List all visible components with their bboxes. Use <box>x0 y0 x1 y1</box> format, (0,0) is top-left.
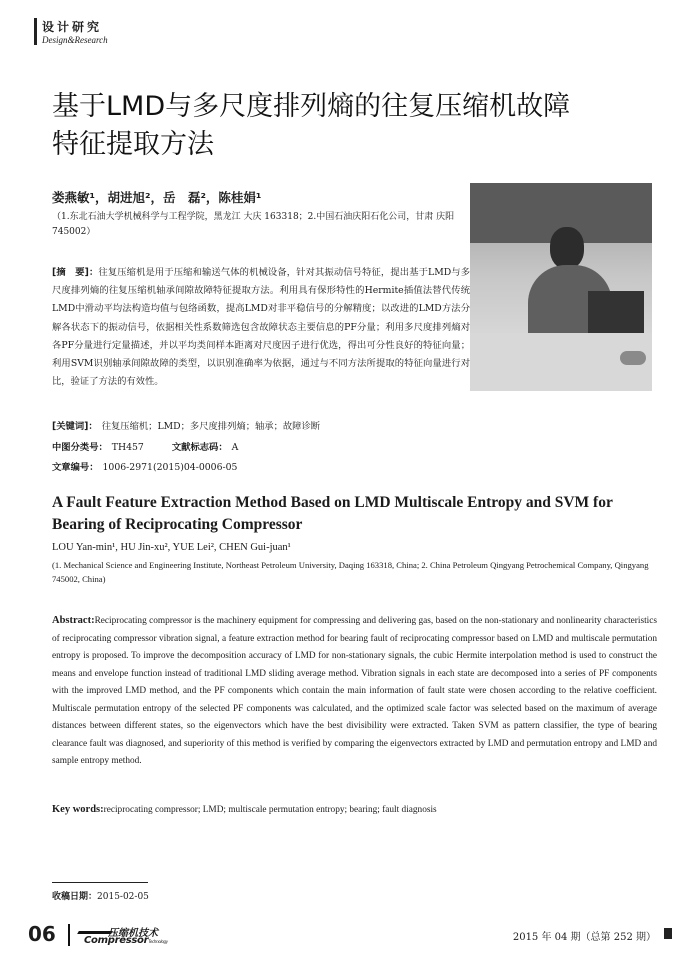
corner-mark-icon <box>664 928 672 939</box>
section-tag-cn: 设计研究 <box>42 20 103 34</box>
received-label: 收稿日期： <box>52 892 98 902</box>
affiliation-en: (1. Mechanical Science and Engineering Institute, Northeast Petroleum University, Daqing 163318, China; 2. China Petroleum Qingyang Petrochemical Company, Qingyang 745002, China) <box>52 560 649 584</box>
page-number: 06 <box>28 922 56 946</box>
author-photo <box>470 183 652 391</box>
abstract-cn <box>52 264 470 391</box>
issue-info: 2015 年 04 期（总第 252 期） <box>512 932 656 943</box>
paper-title-en: A Fault Feature Extraction Method Based on LMD Multiscale Entropy and SVM for Bearing of Reciprocating Compressor <box>52 494 613 533</box>
abstract-cn-text: 往复压缩机是用于压缩和输送气体的机械设备，针对其振动信号特征，提出基于LMD与多尺度排列熵的往复压缩机轴承间隙故障特征提取方法。利用具有保形特性的Hermite插值法替代传统LMD中滑动平均法构造均值与包络函数，提高LMD对非平稳信号的分解精度；以改进的LMD方法分解各状态下的振动信号，依据相关性系数筛选包含故障状态主要信息的PF分量；利用多尺度排列熵对各PF分量进行定量描述，并以平均类间样本距离对尺度因子进行优选，得出可分性良好的特征向量；利用SVM识别轴承间隙故障的类型，以识别准确率为依据，通过与不同方法所提取的特征向量进行对比，验证了方法的有效性。 <box>52 267 471 388</box>
keywords-cn-label: [关键词]： <box>52 421 98 432</box>
classification-line <box>52 439 238 453</box>
received-value: 2015-02-05 <box>97 892 149 902</box>
footer-divider <box>68 924 70 946</box>
title-cn-line2: 特征提取方法 <box>52 129 214 160</box>
abstract-cn-label: [摘 要]： <box>52 267 99 278</box>
keywords-en-label: Key words: <box>52 804 104 815</box>
keywords-en-text: reciprocating compressor; LMD; multiscale permutation entropy; bearing; fault diagnosis <box>103 805 437 815</box>
authors-en: LOU Yan-min¹, HU Jin-xu², YUE Lei², CHEN Gui-juan¹ <box>52 542 291 553</box>
affiliation-cn: （1.东北石油大学机械科学与工程学院，黑龙江 大庆 163318；2.中国石油庆阳石化公司，甘肃 庆阳 745002） <box>52 212 455 237</box>
abstract-en <box>52 612 657 771</box>
doc-code-value: A <box>231 442 239 453</box>
title-cn-line1: 基于LMD与多尺度排列熵的往复压缩机故障 <box>52 91 571 122</box>
clc-value: TH457 <box>111 442 144 453</box>
article-no-value: 1006-2971(2015)04-0006-05 <box>102 462 238 473</box>
paper-title-cn <box>52 88 652 164</box>
authors-cn: 娄燕敏¹，胡进旭²，岳 磊²，陈桂娟¹ <box>52 190 262 205</box>
section-tag-en: Design&Research <box>42 35 108 45</box>
abstract-en-text: Reciprocating compressor is the machinery equipment for compressing and delivering gas, based on the non-stationary and nonlinearity characteristics of reciprocating compressor vibration signal, a feature extraction method for bearing fault of reciprocating compressor based on LMD and multiscale permutation entropy is proposed. To improve the decomposition accuracy of LMD for non-stationary signals, the cubic Hermite interpolation method is used to construct the means and envelope function instead of traditional LMD sliding average method. Vibration signals in each state are decomposed into a series of PF components with the improved LMD method, and the PF components which contain the main information of fault state were chosen according to the relative coefficient. Multiscale permutation entropy of the selected PF components was calculated, and the optimized scale factor was selected based on the maximum of average distances between different states, so the eigenvectors which have the best divisibility were extracted. Taken SVM as pattern classifier, the type of bearing clearance fault was diagnosed, and superiority of this method is verified by comparing the eigenvectors extracted by LMD and permutation entropy and LMD and sample entropy method. <box>52 616 657 766</box>
received-date <box>52 882 148 902</box>
abstract-en-label: Abstract: <box>52 615 95 626</box>
article-no-label: 文章编号： <box>52 462 99 473</box>
keywords-en <box>52 804 657 815</box>
journal-name-en: CompressorTechnology <box>84 935 168 946</box>
keywords-cn-text: 往复压缩机；LMD；多尺度排列熵；轴承；故障诊断 <box>101 421 321 432</box>
section-tag <box>34 18 108 45</box>
page-footer <box>28 922 672 948</box>
clc-label: 中图分类号： <box>52 442 108 453</box>
doc-code-label: 文献标志码： <box>171 442 228 453</box>
journal-logo <box>78 924 198 946</box>
article-number-line <box>52 459 237 473</box>
journal-name-cn: 压缩机技术 <box>108 928 158 939</box>
keywords-cn <box>52 418 320 432</box>
